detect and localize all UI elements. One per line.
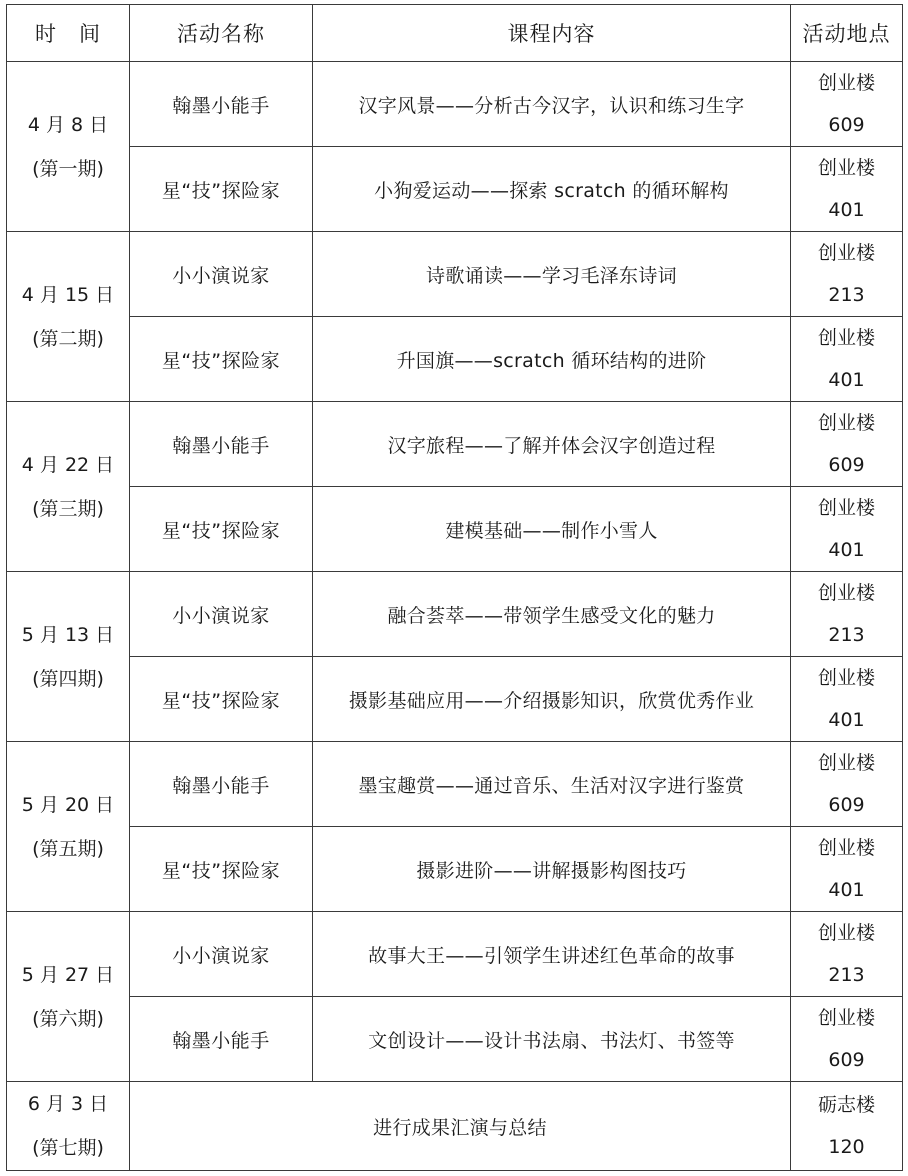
date-text: 4 月 15 日 xyxy=(21,283,115,306)
header-row xyxy=(7,5,903,62)
location-cell xyxy=(791,572,903,657)
activity-name-cell: 小小演说家 xyxy=(130,912,313,997)
period-text: (第一期) xyxy=(32,157,104,180)
location-cell xyxy=(791,402,903,487)
course-content-cell: 摄影进阶——讲解摄影构图技巧 xyxy=(313,827,791,912)
activity-name-cell: 星“技”探险家 xyxy=(130,487,313,572)
building-text: 创业楼 xyxy=(817,497,875,519)
room-text: 213 xyxy=(828,284,865,306)
period-text: (第三期) xyxy=(32,497,104,520)
schedule-table xyxy=(6,4,903,1171)
table-row xyxy=(7,827,903,912)
course-content-cell: 进行成果汇演与总结 xyxy=(130,1082,791,1171)
room-text: 609 xyxy=(828,114,865,136)
period-text: (第二期) xyxy=(32,327,104,350)
building-text: 创业楼 xyxy=(817,412,875,434)
date-text: 5 月 27 日 xyxy=(21,963,115,986)
building-text: 创业楼 xyxy=(817,157,875,179)
building-text: 创业楼 xyxy=(817,327,875,349)
activity-name-cell: 星“技”探险家 xyxy=(130,147,313,232)
building-text: 创业楼 xyxy=(817,242,875,264)
location-cell xyxy=(791,317,903,402)
course-content-cell: 摄影基础应用——介绍摄影知识，欣赏优秀作业 xyxy=(313,657,791,742)
location-cell xyxy=(791,997,903,1082)
course-content-cell: 诗歌诵读——学习毛泽东诗词 xyxy=(313,232,791,317)
table-row xyxy=(7,487,903,572)
building-text: 创业楼 xyxy=(817,1007,875,1029)
building-text: 创业楼 xyxy=(817,667,875,689)
location-cell xyxy=(791,912,903,997)
building-text: 创业楼 xyxy=(817,837,875,859)
room-text: 213 xyxy=(828,624,865,646)
date-cell xyxy=(7,742,130,912)
room-text: 401 xyxy=(828,539,865,561)
room-text: 401 xyxy=(828,369,865,391)
location-cell xyxy=(791,147,903,232)
header-activity-location: 活动地点 xyxy=(791,5,903,62)
period-text: (第四期) xyxy=(32,667,104,690)
location-cell xyxy=(791,657,903,742)
table-row xyxy=(7,912,903,997)
building-text: 砺志楼 xyxy=(817,1094,875,1116)
course-content-cell: 汉字风景——分析古今汉字，认识和练习生字 xyxy=(313,62,791,147)
table-row xyxy=(7,402,903,487)
date-cell xyxy=(7,912,130,1082)
date-text: 5 月 13 日 xyxy=(21,623,115,646)
table-row xyxy=(7,62,903,147)
location-cell xyxy=(791,742,903,827)
activity-name-cell: 翰墨小能手 xyxy=(130,62,313,147)
table-row xyxy=(7,147,903,232)
building-text: 创业楼 xyxy=(817,72,875,94)
location-cell xyxy=(791,1082,903,1171)
table-row-final xyxy=(7,1082,903,1171)
date-text: 5 月 20 日 xyxy=(21,793,115,816)
location-cell xyxy=(791,232,903,317)
date-text: 4 月 22 日 xyxy=(21,453,115,476)
activity-name-cell: 小小演说家 xyxy=(130,232,313,317)
room-text: 213 xyxy=(828,964,865,986)
date-cell xyxy=(7,62,130,232)
activity-name-cell: 翰墨小能手 xyxy=(130,997,313,1082)
date-cell xyxy=(7,1082,130,1171)
period-text: (第七期) xyxy=(32,1137,104,1159)
course-content-cell: 文创设计——设计书法扇、书法灯、书签等 xyxy=(313,997,791,1082)
building-text: 创业楼 xyxy=(817,752,875,774)
table-row xyxy=(7,572,903,657)
date-text: 4 月 8 日 xyxy=(27,113,109,136)
activity-name-cell: 星“技”探险家 xyxy=(130,657,313,742)
activity-name-cell: 翰墨小能手 xyxy=(130,402,313,487)
table-row xyxy=(7,742,903,827)
table-row xyxy=(7,657,903,742)
date-cell xyxy=(7,232,130,402)
room-text: 609 xyxy=(828,454,865,476)
course-content-cell: 升国旗——scratch 循环结构的进阶 xyxy=(313,317,791,402)
location-cell xyxy=(791,62,903,147)
course-content-cell: 墨宝趣赏——通过音乐、生活对汉字进行鉴赏 xyxy=(313,742,791,827)
period-text: (第五期) xyxy=(32,837,104,860)
course-content-cell: 融合荟萃——带领学生感受文化的魅力 xyxy=(313,572,791,657)
course-content-cell: 建模基础——制作小雪人 xyxy=(313,487,791,572)
date-cell xyxy=(7,572,130,742)
room-text: 401 xyxy=(828,709,865,731)
activity-name-cell: 星“技”探险家 xyxy=(130,827,313,912)
course-content-cell: 小狗爱运动——探索 scratch 的循环解构 xyxy=(313,147,791,232)
course-content-cell: 汉字旅程——了解并体会汉字创造过程 xyxy=(313,402,791,487)
period-text: (第六期) xyxy=(32,1007,104,1030)
location-cell xyxy=(791,827,903,912)
activity-name-cell: 星“技”探险家 xyxy=(130,317,313,402)
room-text: 609 xyxy=(828,794,865,816)
table-row xyxy=(7,997,903,1082)
building-text: 创业楼 xyxy=(817,922,875,944)
table-row xyxy=(7,317,903,402)
course-content-cell: 故事大王——引领学生讲述红色革命的故事 xyxy=(313,912,791,997)
room-text: 401 xyxy=(828,199,865,221)
room-text: 120 xyxy=(828,1136,865,1158)
table-row xyxy=(7,232,903,317)
building-text: 创业楼 xyxy=(817,582,875,604)
room-text: 609 xyxy=(828,1049,865,1071)
location-cell xyxy=(791,487,903,572)
date-cell xyxy=(7,402,130,572)
header-activity-name: 活动名称 xyxy=(130,5,313,62)
activity-name-cell: 翰墨小能手 xyxy=(130,742,313,827)
header-time: 时 间 xyxy=(7,5,130,62)
activity-name-cell: 小小演说家 xyxy=(130,572,313,657)
room-text: 401 xyxy=(828,879,865,901)
date-text: 6 月 3 日 xyxy=(27,1093,109,1115)
header-course-content: 课程内容 xyxy=(313,5,791,62)
